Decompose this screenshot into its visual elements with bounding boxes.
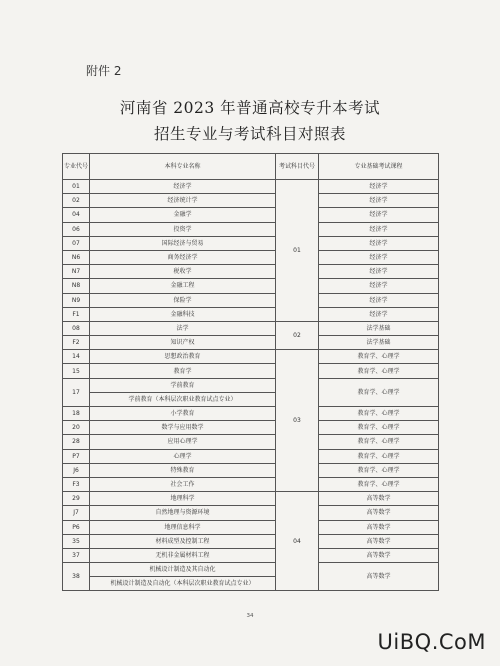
course-cell: 教育学、心理学 [319,449,439,463]
major-name-cell: 商务经济学 [90,250,276,264]
major-name-cell: 投资学 [90,222,276,236]
course-cell: 教育学、心理学 [319,407,439,421]
majors-table [62,153,439,591]
table-header-row [63,154,439,180]
header-major-name: 本科专业名称 [90,154,276,180]
header-major-code: 专业代号 [63,154,90,180]
course-cell: 经济学 [319,279,439,293]
table-row [63,506,439,520]
exam-code-cell: 01 [276,180,319,322]
table-row [63,336,439,350]
table-body [63,180,439,591]
major-name-cell: 金融学 [90,208,276,222]
exam-code-cell: 03 [276,350,319,492]
major-name-cell: 法学 [90,321,276,335]
course-cell: 经济学 [319,250,439,264]
table-row [63,563,439,577]
course-cell: 教育学、心理学 [319,364,439,378]
watermark: UiBQ.CoM [377,630,486,654]
major-name-cell: 应用心理学 [90,435,276,449]
course-cell: 教育学、心理学 [319,477,439,491]
course-cell: 经济学 [319,307,439,321]
header-exam-code: 考试科目代号 [276,154,319,180]
major-code-cell: 15 [63,364,90,378]
course-cell: 高等数学 [319,534,439,548]
major-code-cell: N6 [63,250,90,264]
major-code-cell: 02 [63,194,90,208]
major-code-cell: J6 [63,463,90,477]
major-name-cell: 社会工作 [90,477,276,491]
course-cell: 法学基础 [319,321,439,335]
exam-code-cell: 04 [276,492,319,591]
course-cell: 高等数学 [319,492,439,506]
major-name-cell: 金融工程 [90,279,276,293]
major-code-cell: J7 [63,506,90,520]
major-code-cell: N8 [63,279,90,293]
major-code-cell: P7 [63,449,90,463]
table-row [63,321,439,335]
major-name-cell: 教育学 [90,364,276,378]
table-row [63,293,439,307]
table-row [63,548,439,562]
attachment-label: 附件 2 [86,64,122,78]
table-row [63,463,439,477]
table-row [63,180,439,194]
major-code-cell: N9 [63,293,90,307]
major-name-cell: 学前教育 [90,378,276,392]
major-name-cell: 心理学 [90,449,276,463]
course-cell: 教育学、心理学 [319,463,439,477]
table-row [63,477,439,491]
table-row [63,236,439,250]
major-name-cell: 机械设计制造及自动化（本科层次职业教育试点专业） [90,577,276,591]
major-name-cell: 材料成型及控制工程 [90,534,276,548]
table-row [63,520,439,534]
major-code-cell: 01 [63,180,90,194]
table-row [63,364,439,378]
course-cell: 教育学、心理学 [319,435,439,449]
table-row [63,307,439,321]
course-cell: 经济学 [319,208,439,222]
major-name-cell: 无机非金属材料工程 [90,548,276,562]
course-cell: 经济学 [319,236,439,250]
major-name-cell: 保险学 [90,293,276,307]
table-row [63,449,439,463]
table-row [63,421,439,435]
table-row [63,208,439,222]
major-name-cell: 经济学 [90,180,276,194]
table-row [63,194,439,208]
course-cell: 经济学 [319,222,439,236]
course-cell: 经济学 [319,194,439,208]
table-row [63,534,439,548]
exam-code-cell: 02 [276,321,319,349]
course-cell: 法学基础 [319,336,439,350]
major-code-cell: N7 [63,265,90,279]
major-code-cell: 37 [63,548,90,562]
course-cell: 教育学、心理学 [319,378,439,406]
table-row [63,250,439,264]
major-code-cell: 17 [63,378,90,406]
major-name-cell: 国际经济与贸易 [90,236,276,250]
table-row [63,492,439,506]
table-row [63,350,439,364]
table-row [63,378,439,392]
course-cell: 高等数学 [319,520,439,534]
page-number: 34 [246,613,254,619]
major-code-cell: 07 [63,236,90,250]
major-name-cell: 税收学 [90,265,276,279]
table-row [63,435,439,449]
major-code-cell: 04 [63,208,90,222]
table-row [63,222,439,236]
major-name-cell: 知识产权 [90,336,276,350]
course-cell: 高等数学 [319,548,439,562]
major-name-cell: 经济统计学 [90,194,276,208]
major-code-cell: 35 [63,534,90,548]
course-cell: 教育学、心理学 [319,421,439,435]
major-name-cell: 思想政治教育 [90,350,276,364]
header-course: 专业基础考试课程 [319,154,439,180]
course-cell: 经济学 [319,265,439,279]
major-code-cell: 18 [63,407,90,421]
major-code-cell: 20 [63,421,90,435]
major-code-cell: 38 [63,563,90,591]
major-code-cell: F2 [63,336,90,350]
major-code-cell: 29 [63,492,90,506]
major-code-cell: 28 [63,435,90,449]
major-name-cell: 小学教育 [90,407,276,421]
major-code-cell: P6 [63,520,90,534]
major-code-cell: F3 [63,477,90,491]
document-title-line1: 河南省 2023 年普通高校专升本考试 [119,99,381,117]
major-code-cell: F1 [63,307,90,321]
major-name-cell: 地理科学 [90,492,276,506]
major-code-cell: 14 [63,350,90,364]
course-cell: 高等数学 [319,506,439,520]
table-row [63,407,439,421]
major-name-cell: 学前教育（本科层次职业教育试点专业） [90,392,276,406]
table-row [63,279,439,293]
document-title-line2: 招生专业与考试科目对照表 [153,125,346,143]
major-name-cell: 特殊教育 [90,463,276,477]
major-name-cell: 数学与应用数学 [90,421,276,435]
major-name-cell: 机械设计制造及其自动化 [90,563,276,577]
course-cell: 高等数学 [319,563,439,591]
course-cell: 经济学 [319,293,439,307]
major-name-cell: 金融科技 [90,307,276,321]
table-row [63,265,439,279]
major-code-cell: 08 [63,321,90,335]
course-cell: 教育学、心理学 [319,350,439,364]
major-name-cell: 自然地理与资源环境 [90,506,276,520]
major-name-cell: 地理信息科学 [90,520,276,534]
major-code-cell: 06 [63,222,90,236]
course-cell: 经济学 [319,180,439,194]
